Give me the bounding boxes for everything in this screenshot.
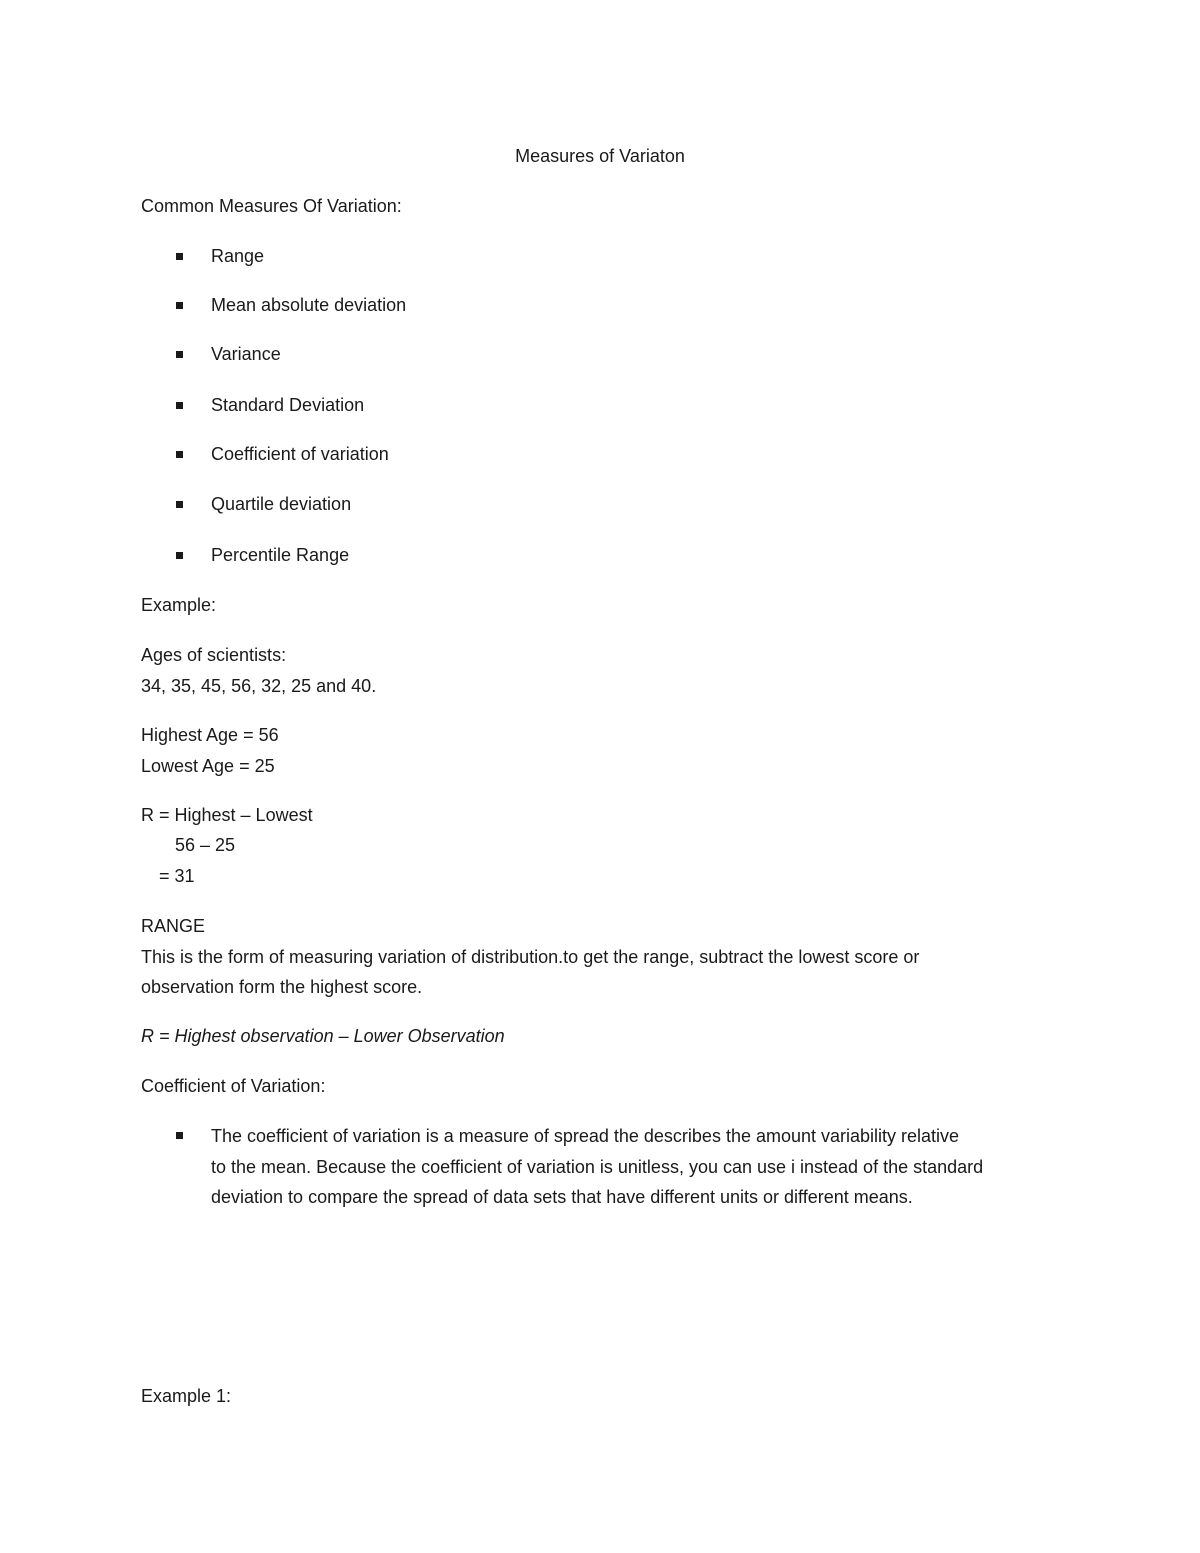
lowest-age: Lowest Age = 25 — [141, 756, 275, 776]
range-result: = 31 — [159, 866, 195, 886]
cv-paragraph-line: The coefficient of variation is a measure of spread the describes the amount variability relative — [211, 1126, 960, 1146]
list-item: Standard Deviation — [211, 395, 365, 415]
bullet-icon — [176, 351, 183, 358]
ages-values: 34, 35, 45, 56, 32, 25 and 40. — [141, 676, 377, 696]
range-subtraction: 56 – 25 — [175, 835, 236, 855]
list-item: Coefficient of variation — [211, 444, 389, 464]
list-item: Variance — [211, 344, 281, 364]
list-item: Percentile Range — [211, 545, 350, 565]
range-description-line: This is the form of measuring variation of distribution.to get the range, subtract the lowest score or — [141, 947, 920, 967]
bullet-icon — [176, 1132, 183, 1139]
cv-heading: Coefficient of Variation: — [141, 1076, 326, 1096]
bullet-icon — [176, 302, 183, 309]
cv-paragraph-line: to the mean. Because the coefficient of variation is unitless, you can use i instead of the standard — [211, 1157, 984, 1177]
bullet-icon — [176, 552, 183, 559]
bullet-icon — [176, 451, 183, 458]
list-item: Quartile deviation — [211, 494, 352, 514]
bullet-icon — [176, 402, 183, 409]
list-item: Range — [211, 246, 265, 266]
page-title: Measures of Variaton — [515, 146, 685, 166]
list-item: Mean absolute deviation — [211, 295, 407, 315]
section-heading: Common Measures Of Variation: — [141, 196, 402, 216]
highest-age: Highest Age = 56 — [141, 725, 279, 745]
range-heading: RANGE — [141, 916, 206, 936]
example1-label: Example 1: — [141, 1386, 232, 1406]
example-label: Example: — [141, 595, 217, 615]
range-formula-italic: R = Highest observation – Lower Observation — [141, 1026, 505, 1046]
range-description-line: observation form the highest score. — [141, 977, 423, 997]
bullet-icon — [176, 253, 183, 260]
cv-paragraph-line: deviation to compare the spread of data sets that have different units or different means. — [211, 1187, 913, 1207]
bullet-icon — [176, 501, 183, 508]
ages-label: Ages of scientists: — [141, 645, 287, 665]
range-formula: R = Highest – Lowest — [141, 805, 313, 825]
